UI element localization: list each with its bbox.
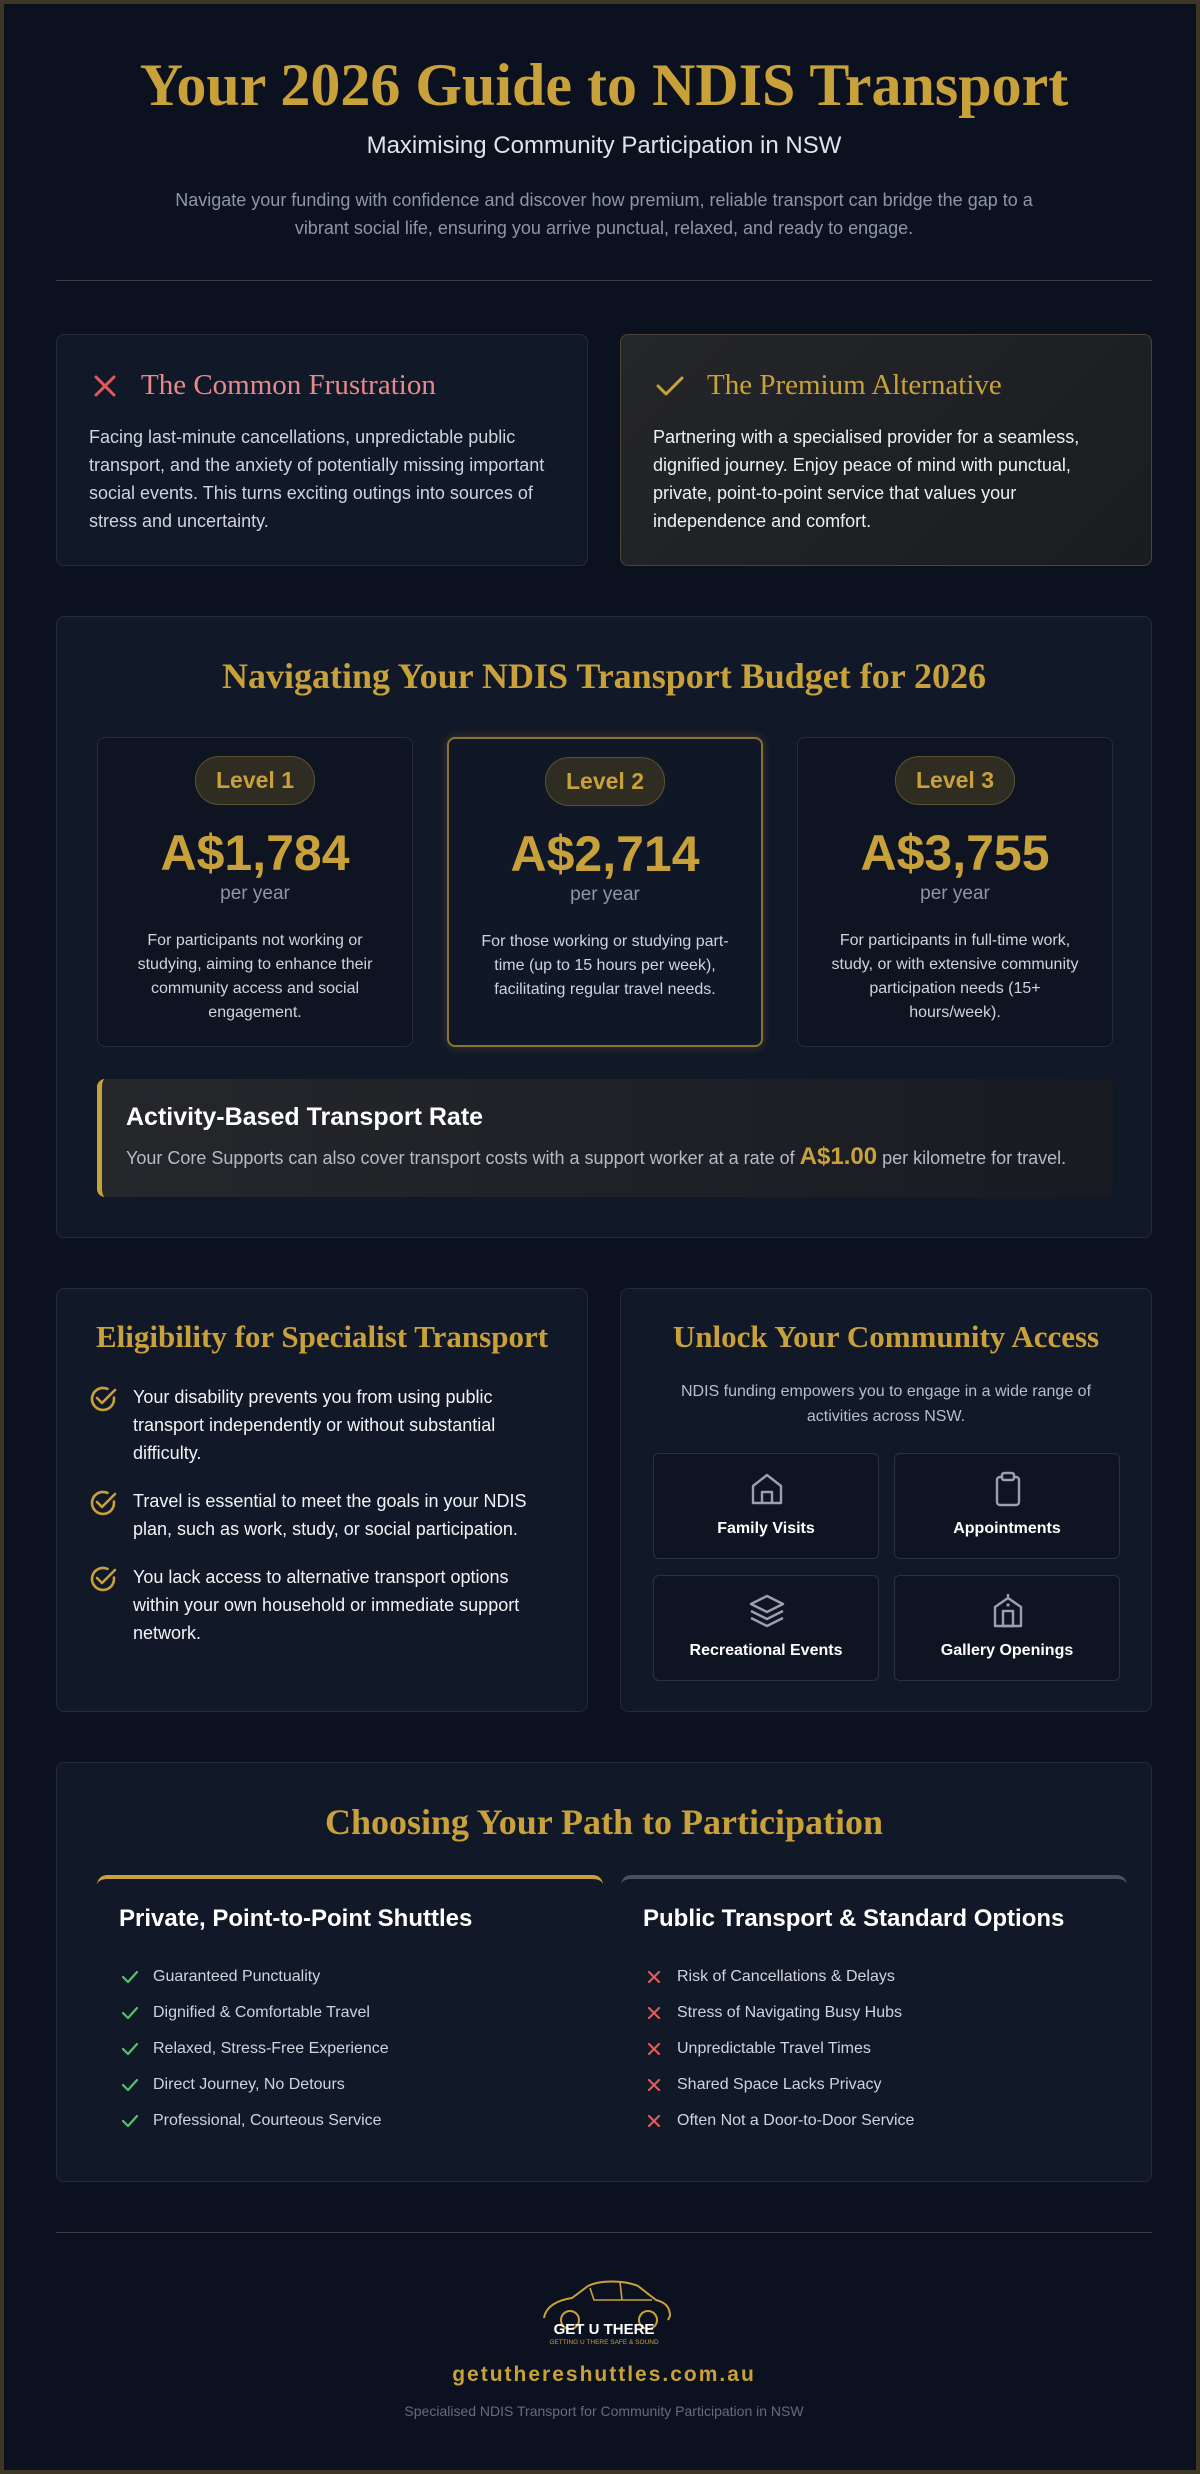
footer (4, 2272, 1200, 2419)
activity-tile-recreational-events (653, 1575, 879, 1681)
rate-text-before: Your Core Supports can also cover transport costs with a support worker at a rate of (126, 1148, 800, 1168)
level-amount: A$2,714 (510, 826, 700, 882)
divider (56, 280, 1152, 281)
check-icon (121, 2041, 139, 2057)
list-item (645, 1995, 914, 2031)
list-item-text: Often Not a Door-to-Door Service (677, 2112, 915, 2129)
close-icon (645, 2005, 663, 2021)
level-description: For those working or studying part-time (up to 15 hours per week), facilitating regular travel needs. (481, 933, 729, 998)
gallery-icon (989, 1592, 1027, 1630)
close-icon (645, 2113, 663, 2129)
rate-text (126, 1143, 1066, 1171)
frustration-title: The Common Frustration (141, 369, 436, 401)
check-icon (121, 2077, 139, 2093)
private-shuttles-column (97, 1875, 603, 2145)
list-item (121, 2031, 389, 2067)
level-card-1 (97, 737, 413, 1047)
premium-card (620, 334, 1152, 566)
page-title: Your 2026 Guide to NDIS Transport (139, 52, 1069, 118)
budget-section (56, 616, 1152, 1238)
logo-tagline: GETTING U THERE SAFE & SOUND (549, 2339, 659, 2346)
activity-tile-appointments (894, 1453, 1120, 1559)
logo-text: GET U THERE (553, 2321, 655, 2338)
public-transport-column (621, 1875, 1127, 2145)
list-item-text: Stress of Navigating Busy Hubs (677, 2004, 902, 2021)
rate-title: Activity-Based Transport Rate (126, 1103, 484, 1131)
check-circle-icon (87, 1563, 119, 1595)
level-badge: Level 3 (895, 756, 1015, 805)
eligibility-item (87, 1383, 557, 1467)
list-item (645, 2067, 914, 2103)
tile-label: Gallery Openings (940, 1642, 1074, 1659)
activity-tile-family-visits (653, 1453, 879, 1559)
tile-label: Appointments (953, 1520, 1061, 1537)
premium-body: Partnering with a specialised provider for a seamless, dignified journey. Enjoy peace of mind with punctual, private, point-to-point service that values your independence and comfort. (653, 427, 1080, 531)
list-item-text: Unpredictable Travel Times (677, 2040, 871, 2057)
level-badge: Level 2 (545, 757, 665, 806)
list-item-text: Dignified & Comfortable Travel (153, 2004, 370, 2021)
level-description: For participants in full-time work, study, or with extensive community participation needs (15+ hours/week). (831, 932, 1079, 1021)
eligibility-title: Eligibility for Specialist Transport (95, 1319, 549, 1354)
list-item (121, 2067, 389, 2103)
level-description: For participants not working or studying, aiming to enhance their community access and social engagement. (137, 932, 373, 1021)
budget-title: Navigating Your NDIS Transport Budget for 2026 (221, 656, 987, 696)
list-item-text: Risk of Cancellations & Delays (677, 1968, 895, 1985)
divider (56, 2232, 1152, 2233)
website-link[interactable]: getuthereshuttles.com.au (452, 2363, 756, 2386)
eligibility-text: You lack access to alternative transport options within your own household or immediate support network. (133, 1567, 520, 1643)
level-period: per year (570, 884, 640, 905)
premium-title: The Premium Alternative (707, 369, 1002, 401)
rate-amount: A$1.00 (799, 1143, 878, 1170)
tile-label: Recreational Events (689, 1642, 843, 1659)
footer-tagline: Specialised NDIS Transport for Community Participation in NSW (404, 2403, 804, 2419)
paths-section (56, 1762, 1152, 2182)
premium-heading (655, 369, 1002, 402)
frustration-card (56, 334, 588, 566)
eligibility-item (87, 1487, 557, 1543)
list-item-text: Relaxed, Stress-Free Experience (153, 2040, 389, 2057)
level-period: per year (920, 883, 990, 904)
tile-label: Family Visits (717, 1520, 815, 1537)
transport-rate-callout (97, 1079, 1113, 1197)
community-access-card (620, 1288, 1152, 1712)
check-icon (121, 1969, 139, 1985)
eligibility-card (56, 1288, 588, 1712)
frustration-body: Facing last-minute cancellations, unpredictable public transport, and the anxiety of potentially missing important social events. This turns exciting outings into sources of stress and uncertainty. (89, 427, 545, 531)
paths-title: Choosing Your Path to Participation (324, 1802, 884, 1842)
close-icon (645, 2077, 663, 2093)
home-icon (748, 1470, 786, 1508)
private-title: Private, Point-to-Point Shuttles (119, 1905, 473, 1932)
list-item (121, 2103, 389, 2139)
rate-text-after: per kilometre for travel. (877, 1148, 1067, 1168)
list-item-text: Shared Space Lacks Privacy (677, 2076, 882, 2093)
list-item-text: Guaranteed Punctuality (153, 1968, 321, 1985)
check-icon (655, 372, 685, 400)
brand-logo[interactable] (524, 2272, 684, 2348)
public-title: Public Transport & Standard Options (643, 1905, 1065, 1932)
close-icon (91, 372, 119, 400)
close-icon (645, 1969, 663, 1985)
check-icon (121, 2005, 139, 2021)
frustration-heading (91, 369, 436, 402)
level-amount: A$1,784 (160, 825, 350, 881)
layers-icon (748, 1592, 786, 1630)
level-card-2 (447, 737, 763, 1047)
level-amount: A$3,755 (860, 825, 1050, 881)
activity-tile-gallery-openings (894, 1575, 1120, 1681)
check-icon (121, 2113, 139, 2129)
check-circle-icon (87, 1487, 119, 1519)
list-item (645, 1959, 914, 1995)
page-subtitle: Maximising Community Participation in NSW (366, 132, 842, 159)
level-badge: Level 1 (195, 756, 315, 805)
list-item (121, 1995, 389, 2031)
hero (4, 48, 1200, 242)
public-drawbacks-list (645, 1959, 914, 2139)
eligibility-text: Travel is essential to meet the goals in your NDIS plan, such as work, study, or social participation. (133, 1491, 527, 1539)
list-item (645, 2103, 914, 2139)
eligibility-item (87, 1563, 557, 1647)
list-item-text: Professional, Courteous Service (153, 2112, 382, 2129)
access-intro: NDIS funding empowers you to engage in a wide range of activities across NSW. (680, 1383, 1092, 1425)
eligibility-text: Your disability prevents you from using public transport independently or without substantial difficulty. (133, 1387, 496, 1463)
access-title: Unlock Your Community Access (672, 1319, 1100, 1354)
close-icon (645, 2041, 663, 2057)
check-circle-icon (87, 1383, 119, 1415)
list-item (121, 1959, 389, 1995)
level-period: per year (220, 883, 290, 904)
level-card-3 (797, 737, 1113, 1047)
clipboard-icon (989, 1470, 1027, 1508)
list-item (645, 2031, 914, 2067)
hero-lead: Navigate your funding with confidence and discover how premium, reliable transport can bridge the gap to a vibrant social life, ensuring you arrive punctual, relaxed, and ready to engage. (175, 190, 1033, 238)
list-item-text: Direct Journey, No Detours (153, 2076, 345, 2093)
private-benefits-list (121, 1959, 389, 2139)
